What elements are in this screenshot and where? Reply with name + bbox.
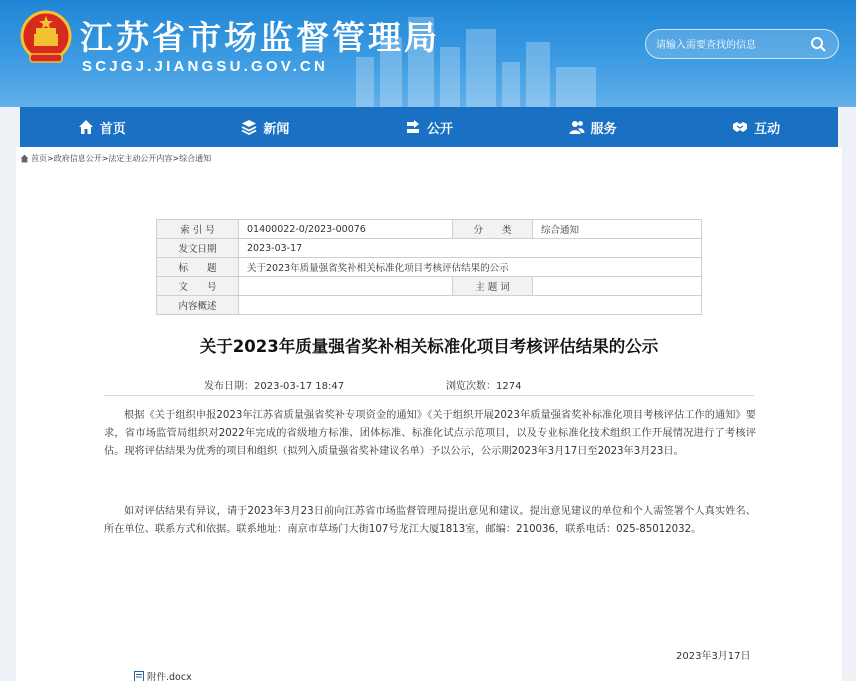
nav-item-home[interactable] [20, 107, 184, 147]
breadcrumb-general-notice[interactable]: 综合通知 [179, 154, 212, 163]
file-icon [134, 671, 144, 681]
index-label: 索 引 号 [157, 220, 239, 239]
table-row [157, 258, 702, 277]
handshake-icon [732, 119, 748, 135]
summary-label: 内容概述 [157, 296, 239, 315]
breadcrumb-statutory-content[interactable]: 法定主动公开内容 [108, 154, 173, 163]
nav-label: 公开 [426, 121, 453, 137]
breadcrumb-separator: > [101, 154, 109, 163]
breadcrumb [20, 153, 211, 164]
home-icon [20, 154, 29, 163]
publish-date-label: 发布日期： [204, 381, 254, 392]
docno-value [239, 277, 453, 296]
site-url: SCJGJ.JIANGSU.GOV.CN [82, 58, 328, 75]
summary-value [239, 296, 702, 315]
nav-label: 新闻 [263, 121, 290, 137]
document-meta-table [156, 219, 702, 315]
table-row [157, 277, 702, 296]
search-icon[interactable] [810, 36, 826, 52]
home-icon [78, 119, 94, 135]
site-title[interactable]: 江苏省市场监督管理局 [80, 18, 440, 57]
publish-date-value: 2023-03-17 18:47 [254, 381, 345, 392]
category-label: 分 类 [453, 220, 533, 239]
index-value: 01400022-0/2023-00076 [239, 220, 453, 239]
search-input[interactable] [656, 36, 806, 54]
national-emblem-icon[interactable] [20, 10, 72, 66]
date-label: 发文日期 [157, 239, 239, 258]
title-label: 标 题 [157, 258, 239, 277]
article-paragraph: 根据《关于组织申报2023年江苏省质量强省奖补专项资金的通知》《关于组织开展2023年质量强省奖补标准化项目考核评估工作的通知》要求，省市场监管局组织对2022年完成的省级地方标准、团体标准、标准化试点示范项目，以及专业标准化技术组织工作开展情况进行了考核评估。现将评估结果为优秀的项目和组织（拟列入质量强省奖补建议名单）予以公示，公示期2023年3月17日至2023年3月23日。 [104, 410, 756, 457]
view-count-value: 1274 [496, 381, 522, 392]
nav-label: 首页 [99, 121, 126, 137]
table-row [157, 239, 702, 258]
breadcrumb-info-disclosure[interactable]: 政府信息公开 [53, 154, 102, 163]
view-count-label: 浏览次数： [446, 381, 496, 392]
layers-icon [241, 119, 257, 135]
view-count [446, 377, 521, 392]
breadcrumb-separator: > [172, 154, 180, 163]
site-header [0, 0, 856, 107]
attachment-name: 附件.docx [147, 672, 192, 681]
open-icon [405, 119, 421, 135]
breadcrumb-home[interactable]: 首页 [31, 154, 47, 163]
content-panel [16, 147, 842, 681]
publish-date [204, 377, 344, 392]
title-value: 关于2023年质量强省奖补相关标准化项目考核评估结果的公示 [239, 258, 702, 277]
main-nav [20, 107, 838, 147]
search-box [645, 29, 839, 59]
date-value: 2023-03-17 [239, 239, 702, 258]
breadcrumb-separator: > [47, 154, 54, 163]
people-icon [569, 119, 585, 135]
table-row [157, 296, 702, 315]
attachment-link[interactable] [134, 669, 192, 681]
keywords-label: 主 题 词 [453, 277, 533, 296]
nav-item-open[interactable] [347, 107, 511, 147]
nav-label: 服务 [590, 121, 617, 137]
article-title: 关于2023年质量强省奖补相关标准化项目考核评估结果的公示 [199, 337, 659, 356]
keywords-value [533, 277, 702, 296]
category-value: 综合通知 [533, 220, 702, 239]
signature-date: 2023年3月17日 [676, 651, 751, 662]
article-paragraph: 如对评估结果有异议，请于2023年3月23日前向江苏省市场监督管理局提出意见和建议。提出意见建议的单位和个人需签署个人真实姓名、所在单位、联系方式和依据。联系地址：南京市草场门大街107号龙江大厦1813室，邮编：210036，联系电话：025-85012032。 [104, 506, 756, 535]
nav-label: 互动 [754, 121, 781, 137]
docno-label: 文 号 [157, 277, 239, 296]
nav-item-service[interactable] [511, 107, 675, 147]
divider [104, 395, 754, 396]
nav-item-news[interactable] [184, 107, 348, 147]
nav-item-interact[interactable] [674, 107, 838, 147]
table-row [157, 220, 702, 239]
